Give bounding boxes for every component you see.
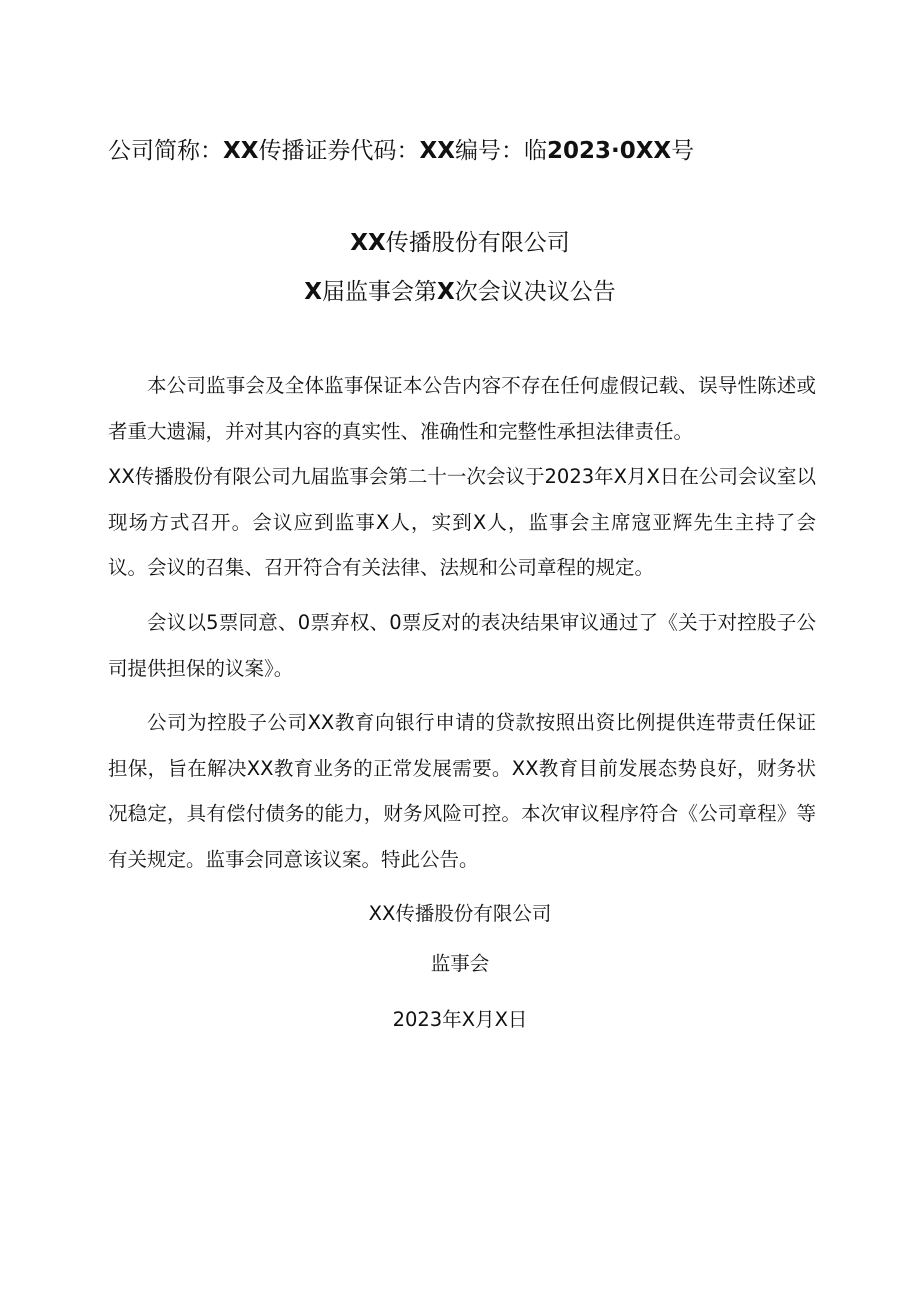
announcement-no-value: 2023·0XX [546, 138, 672, 164]
paragraph-vote-result: 会议以5票同意、0票弃权、0票反对的表决结果审议通过了《关于对控股子公司提供担保的议案》。 [108, 611, 816, 680]
paragraph-guarantee: 本公司监事会及全体监事保证本公告内容不存在任何虚假记载、误导性陈述或者重大遗漏，并对其内容的真实性、准确性和完整性承担法律责任。 [108, 374, 816, 443]
announcement-header [108, 133, 694, 169]
body-section-1 [108, 363, 816, 591]
title-meeting-suffix: 次会议决议公告 [454, 279, 616, 305]
body-section-3 [108, 700, 816, 882]
company-abbr-suffix: 传播 [258, 138, 305, 164]
title-company-prefix: XX [350, 230, 386, 256]
announcement-no-label: 编号：临 [454, 138, 547, 164]
stock-code-value: XX [419, 138, 455, 164]
title-meeting-mid: 届监事会第 [322, 279, 437, 305]
signature-company: XX传播股份有限公司 [368, 902, 552, 925]
announcement-no-suffix: 号 [671, 138, 695, 164]
paragraph-guarantee-detail: 公司为控股子公司XX教育向银行申请的贷款按照出资比例提供连带责任保证担保，旨在解决XX教育业务的正常发展需要。XX教育目前发展态势良好，财务状况稳定，具有偿付债务的能力，财务风险可控。本次审议程序符合《公司章程》等有关规定。监事会同意该议案。特此公告。 [108, 711, 816, 871]
company-abbr-value: XX [223, 138, 259, 164]
paragraph-meeting-info: XX传播股份有限公司九届监事会第二十一次会议于2023年X月X日在公司会议室以现场方式召开。会议应到监事X人，实到X人，监事会主席寇亚辉先生主持了会议。会议的召集、召开符合有关法律、法规和公司章程的规定。 [108, 465, 816, 580]
stock-code-label: 证券代码： [304, 138, 420, 164]
title-meeting [0, 274, 920, 310]
title-company-suffix: 传播股份有限公司 [385, 230, 570, 256]
title-meeting-x1: X [304, 279, 322, 305]
signature-board: 监事会 [430, 952, 490, 975]
title-company [0, 225, 920, 261]
title-meeting-x2: X [437, 279, 455, 305]
company-abbr-label: 公司简称： [108, 138, 223, 164]
body-section-2 [108, 600, 816, 691]
signature-date: 2023年X月X日 [392, 1008, 528, 1031]
